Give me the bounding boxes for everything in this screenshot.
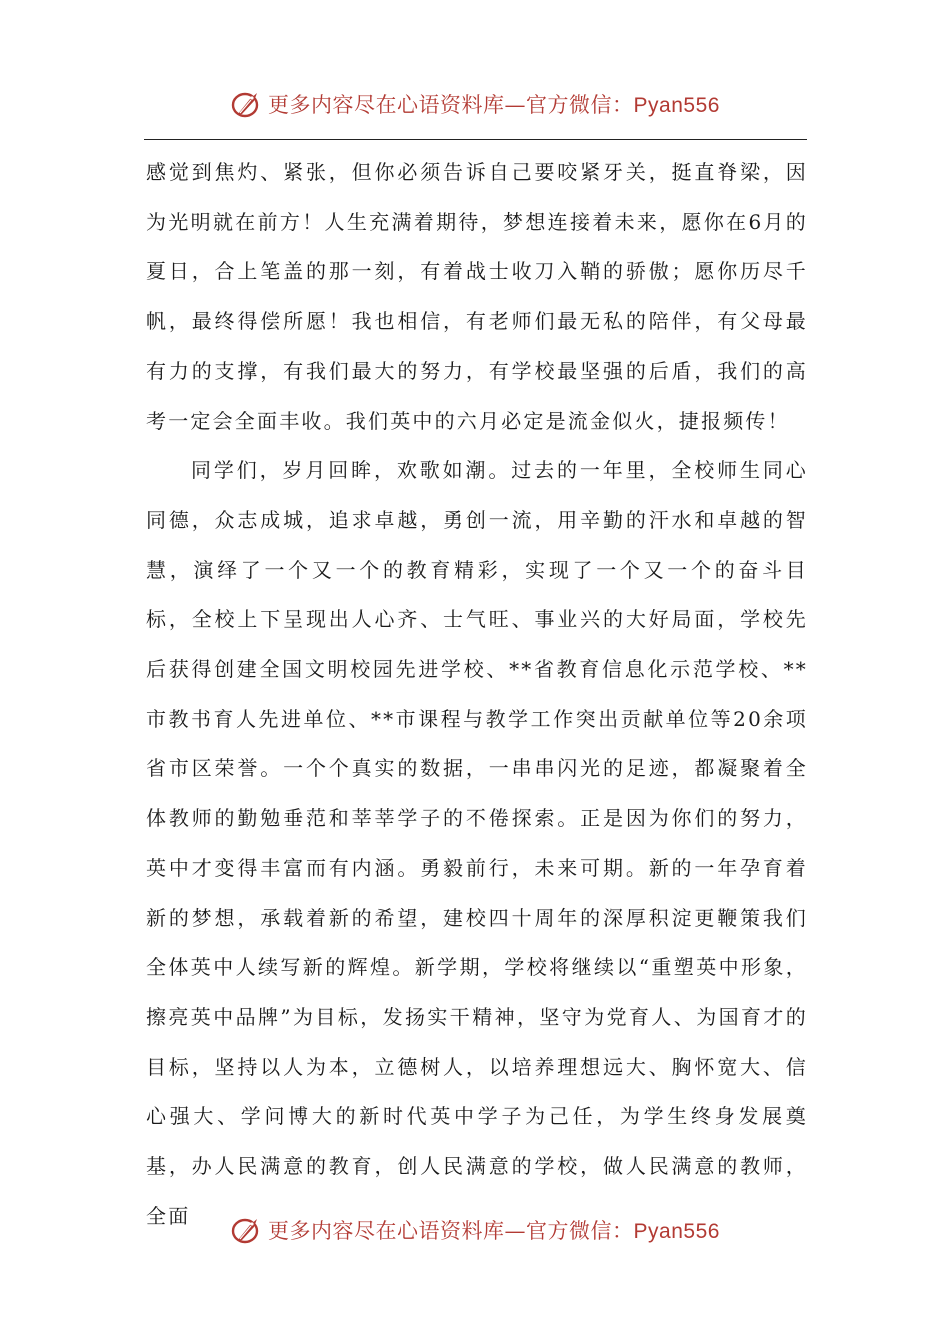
paragraph-1: 感觉到焦灼、紧张，但你必须告诉自己要咬紧牙关，挺直脊梁，因为光明就在前方！人生充满着期待，梦想连接着未来，愿你在6月的夏日，合上笔盖的那一刻，有着战士收刀入鞘的骄傲；愿你历尽千帆，最终得偿所愿！我也相信，有老师们最无私的陪伴，有父母最有力的支撑，有我们最大的努力，有学校最坚强的后盾，我们的高考一定会全面丰收。我们英中的六月必定是流金似火，捷报频传！ <box>146 160 808 433</box>
pen-nib-logo-icon <box>230 87 264 121</box>
pen-nib-logo-icon <box>230 1213 264 1247</box>
banner-wechat-id: Pyan556 <box>633 1220 720 1243</box>
footer-banner <box>0 1210 950 1250</box>
banner-label: 更多内容尽在心语资料库—官方微信： <box>268 93 634 117</box>
header-divider <box>144 139 807 140</box>
banner-text <box>268 89 720 119</box>
header-banner <box>0 84 950 124</box>
paragraph-2: 同学们，岁月回眸，欢歌如潮。过去的一年里，全校师生同心同德，众志成城，追求卓越，勇创一流，用辛勤的汗水和卓越的智慧，演绎了一个又一个的教育精彩，实现了一个又一个的奋斗目标，全校上下呈现出人心齐、士气旺、事业兴的大好局面，学校先后获得创建全国文明校园先进学校、**省教育信息化示范学校、**市教书育人先进单位、**市课程与教学工作突出贡献单位等20余项省市区荣誉。一个个真实的数据，一串串闪光的足迹，都凝聚着全体教师的勤勉垂范和莘莘学子的不倦探索。正是因为你们的努力，英中才变得丰富而有内涵。勇毅前行，未来可期。新的一年孕育着新的梦想，承载着新的希望，建校四十周年的深厚积淀更鞭策我们全体英中人续写新的辉煌。新学期，学校将继续以“重塑英中形象，擦亮英中品牌”为目标，发扬实干精神，坚守为党育人、为国育才的目标，坚持以人为本，立德树人，以培养理想远大、胸怀宽大、信心强大、学问博大的新时代英中学子为己任，为学生终身发展奠基，办人民满意的教育，创人民满意的学校，做人民满意的教师，全面 <box>146 458 808 1228</box>
banner-text <box>268 1215 720 1245</box>
banner-label: 更多内容尽在心语资料库—官方微信： <box>268 1219 634 1243</box>
banner-wechat-id: Pyan556 <box>633 94 720 117</box>
document-body <box>146 148 808 1241</box>
